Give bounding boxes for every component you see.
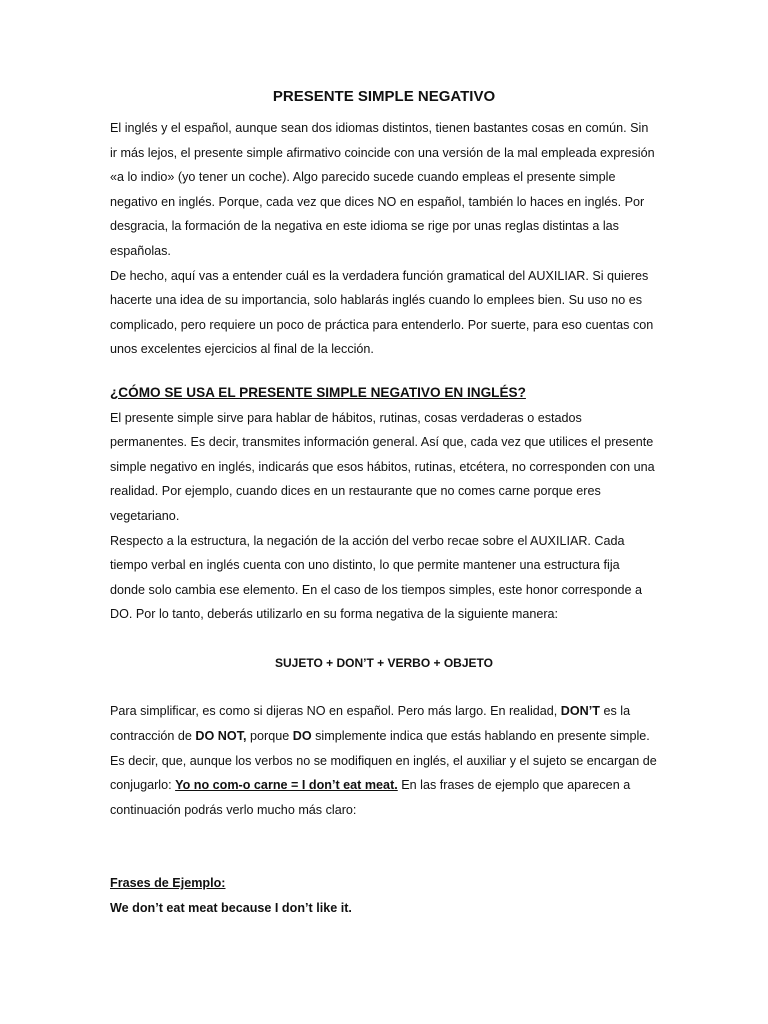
section-paragraph: El presente simple sirve para hablar de hábitos, rutinas, cosas verdaderas o estados permanentes. Es decir, transmites información general. Así que, cada vez que utilices el presente simple negativo en inglés, indicarás que esos hábitos, rutinas, etcétera, no corresponden con una realidad. Por ejemplo, cuando dices en un restaurante que no comes carne porque eres vegetariano. [110, 410, 655, 523]
section-paragraph: Respecto a la estructura, la negación de la acción del verbo recae sobre el AUXILIAR. Cada tiempo verbal en inglés cuenta con uno distinto, lo que permite mantener una estructura fija donde solo cambia ese elemento. En el caso de los tiempos simples, este honor corresponde a DO. Por lo tanto, deberás utilizarlo en su forma negativa de la siguiente manera: [110, 533, 643, 622]
intro-paragraph: De hecho, aquí vas a entender cuál es la verdadera función gramatical del AUXILIAR. Si quieres hacerte una idea de su importancia, solo hablarás inglés cuando lo emplees bien. Su uso no es complicado, pero requiere un poco de práctica para entenderlo. Por suerte, para eso cuentas con unos excelentes ejercicios al final de la lección. [110, 268, 654, 357]
dont-term: DON’T [560, 704, 600, 719]
explanation-paragraph [110, 699, 658, 822]
explanation-text: simplemente indica que estás hablando en presente simple. Es decir, que, aunque los verbos no se modifiquen en inglés, el auxiliar y el sujeto se encargan de conjugarlo: [110, 729, 657, 793]
section-heading: ¿CÓMO SE USA EL PRESENTE SIMPLE NEGATIVO EN INGLÉS? [110, 384, 526, 400]
document-body [110, 86, 658, 921]
explanation-text: Para simplificar, es como si dijeras NO en español. Pero más largo. En realidad, [110, 704, 561, 719]
blank-line [110, 362, 658, 381]
do-not-term: DO NOT, [195, 729, 247, 744]
explanation-text: es la contracción de [110, 704, 631, 744]
examples-heading: Frases de Ejemplo: [110, 876, 226, 891]
example-sentence: We don’t eat meat because I don’t like it. [110, 901, 352, 916]
blank-line [110, 627, 658, 651]
blank-line [110, 822, 658, 871]
structure-formula: SUJETO + DON’T + VERBO + OBJETO [275, 655, 493, 670]
do-term: DO [292, 729, 312, 744]
example-translation: Yo no com-o carne = I don’t eat meat. [175, 778, 398, 793]
explanation-text: porque [246, 729, 293, 744]
blank-line [110, 675, 658, 699]
intro-paragraph: El inglés y el español, aunque sean dos idiomas distintos, tienen bastantes cosas en común. Sin ir más lejos, el presente simple afirmativo coincide con una versión de la mal empleada expresión «a lo indio» (yo tener un coche). Algo parecido sucede cuando empleas el presente simple negativo en inglés. Porque, cada vez que dices NO en español, también lo haces en inglés. Por desgracia, la formación de la negativa en este idioma se rige por unas reglas distintas a las españolas. [110, 121, 655, 258]
page-title: PRESENTE SIMPLE NEGATIVO [272, 88, 496, 105]
explanation-text: En las frases de ejemplo que aparecen a continuación podrás verlo mucho más claro: [110, 778, 631, 817]
